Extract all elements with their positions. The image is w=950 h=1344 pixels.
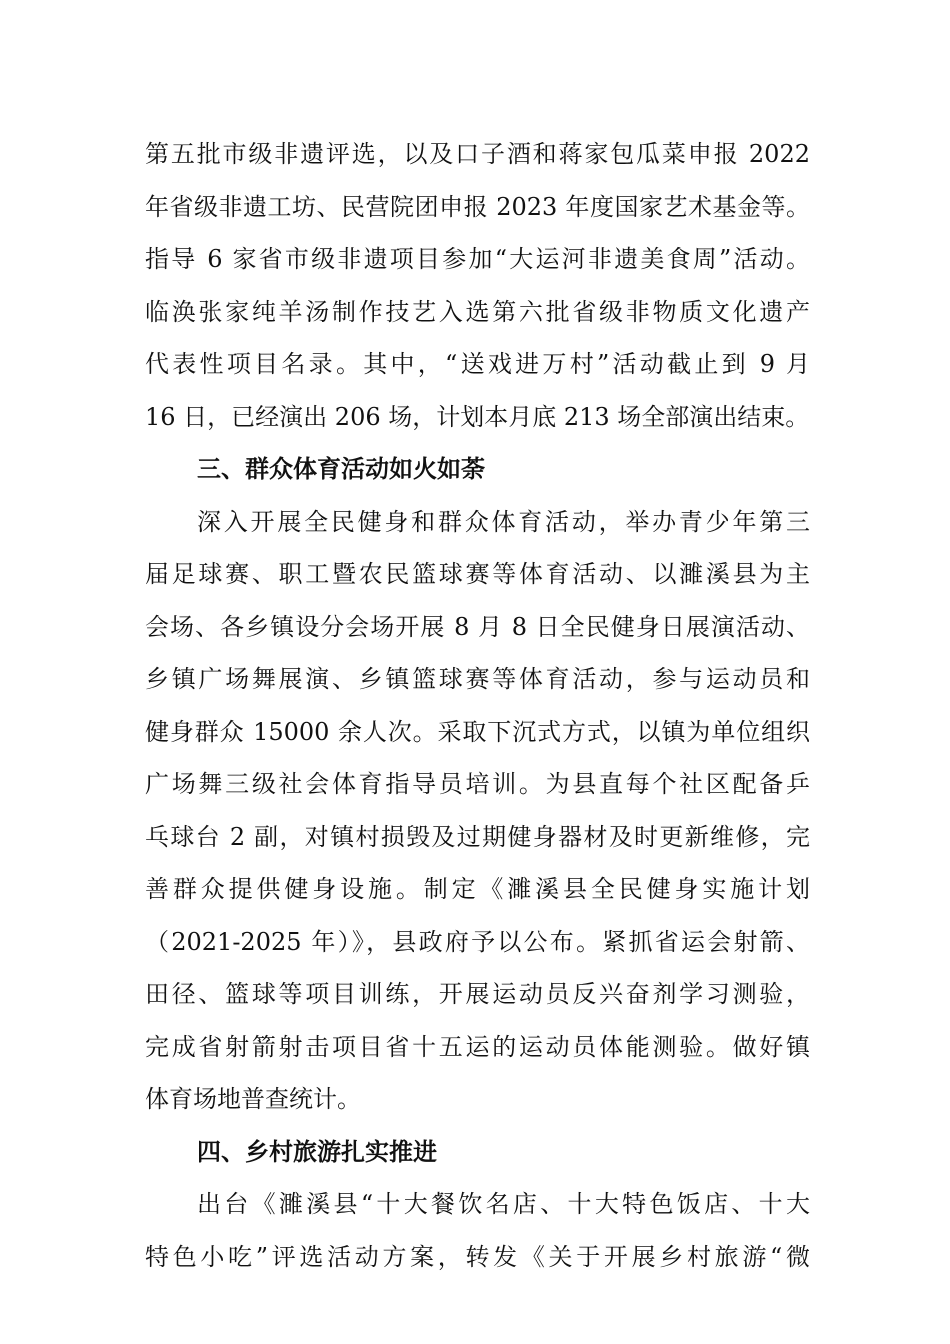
paragraph-heritage [145, 128, 810, 443]
text-line: 指导 6 家省市级非遗项目参加“大运河非遗美食周”活动。 [145, 245, 810, 273]
text-line: 16 日，已经演出 206 场，计划本月底 213 场全部演出结束。 [145, 402, 810, 431]
paragraph-tourism [145, 1178, 810, 1283]
text-line: 代表性项目名录。其中，“送戏进万村”活动截止到 9 月 [145, 350, 810, 378]
text-line: 年省级非遗工坊、民营院团申报 2023 年度国家艺术基金等。 [145, 192, 810, 221]
text-line: （2021-2025 年）》，县政府予以公布。紧抓省运会射箭、 [145, 927, 810, 956]
text-line: 乡镇广场舞展演、乡镇篮球赛等体育活动，参与运动员和 [145, 665, 810, 693]
text-line: 第五批市级非遗评选，以及口子酒和蒋家包瓜菜申报 2022 [145, 140, 810, 168]
text-line: 会场、各乡镇设分会场开展 8 月 8 日全民健身日展演活动、 [145, 612, 810, 641]
text-line: 深入开展全民健身和群众体育活动，举办青少年第三 [197, 507, 810, 536]
text-line: 特色小吃”评选活动方案，转发《关于开展乡村旅游“微 [145, 1242, 810, 1271]
document-body [145, 128, 810, 1283]
text-line: 体育场地普查统计。 [145, 1085, 361, 1113]
text-line: 健身群众 15000 余人次。采取下沉式方式，以镇为单位组织 [145, 717, 810, 746]
text-line: 善群众提供健身设施。制定《濉溪县全民健身实施计划 [145, 875, 810, 903]
section-heading-sports: 三、群众体育活动如火如荼 [197, 455, 485, 483]
text-line: 广场舞三级社会体育指导员培训。为县直每个社区配备乒 [145, 770, 810, 798]
text-line: 临涣张家纯羊汤制作技艺入选第六批省级非物质文化遗产 [145, 297, 810, 326]
text-line: 届足球赛、职工暨农民篮球赛等体育活动、以濉溪县为主 [145, 560, 810, 588]
text-line: 田径、篮球等项目训练，开展运动员反兴奋剂学习测验， [145, 980, 810, 1008]
section-heading-tourism: 四、乡村旅游扎实推进 [197, 1137, 437, 1166]
text-line: 完成省射箭射击项目省十五运的运动员体能测验。做好镇 [145, 1032, 810, 1061]
paragraph-sports [145, 496, 810, 1126]
text-line: 出台《濉溪县“十大餐饮名店、十大特色饭店、十大 [197, 1190, 810, 1218]
text-line: 乓球台 2 副，对镇村损毁及过期健身器材及时更新维修，完 [145, 822, 810, 851]
